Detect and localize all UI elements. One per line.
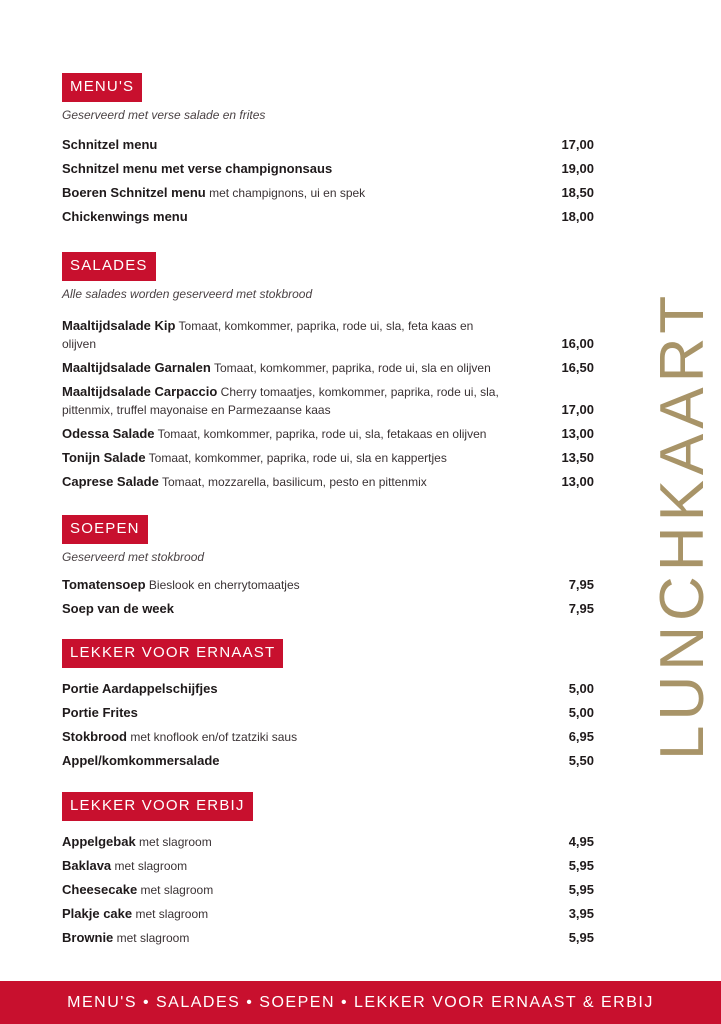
- menu-item: [62, 752, 594, 770]
- menu-item: [62, 160, 594, 178]
- menu-item: [62, 136, 594, 154]
- menu-item: [62, 857, 594, 875]
- menu-item: [62, 905, 594, 923]
- section-subtitle: Geserveerd met stokbrood: [62, 550, 205, 564]
- menu-item: [62, 600, 594, 618]
- menu-item: [62, 383, 594, 419]
- menu-item: [62, 359, 594, 377]
- menu-item: [62, 425, 594, 443]
- item-desc: Tomaat, komkommer, paprika, rode ui, sla en olijven: [210, 361, 491, 375]
- item-desc: Tomaat, komkommer, paprika, rode ui, sla, feta kaas en olijven: [62, 319, 474, 351]
- item-desc: Tomaat, komkommer, paprika, rode ui, sla en kappertjes: [145, 451, 447, 465]
- item-price: 13,00: [561, 426, 594, 441]
- item-name: Tonijn Salade: [62, 450, 146, 465]
- item-price: 17,00: [561, 137, 594, 152]
- item-desc: Tomaat, mozzarella, basilicum, pesto en pittenmix: [158, 475, 427, 489]
- item-desc: met slagroom: [135, 835, 212, 849]
- item-name: Soep van de week: [62, 601, 174, 616]
- item-name: Appelgebak: [62, 834, 136, 849]
- item-price: 4,95: [568, 834, 594, 849]
- item-desc: met slagroom: [137, 883, 214, 897]
- item-price: 5,95: [568, 858, 594, 873]
- item-price: 6,95: [568, 729, 594, 744]
- menu-item: [62, 473, 594, 491]
- section-menus: [62, 73, 594, 232]
- section-lekker-voor-ernaast: [62, 639, 594, 776]
- item-price: 13,50: [561, 450, 594, 465]
- item-desc: met slagroom: [113, 931, 190, 945]
- item-name: Chickenwings menu: [62, 209, 188, 224]
- item-price: 5,00: [568, 705, 594, 720]
- menu-item: [62, 317, 594, 353]
- section-heading: LEKKER VOOR ERBIJ: [62, 792, 253, 821]
- section-salades: [62, 252, 594, 497]
- section-heading: MENU'S: [62, 73, 142, 102]
- menu-item: [62, 184, 594, 202]
- item-name: Schnitzel menu: [62, 137, 158, 152]
- item-price: 7,95: [568, 577, 594, 592]
- footer-bar: MENU'S • SALADES • SOEPEN • LEKKER VOOR ERNAAST & ERBIJ: [0, 981, 721, 1024]
- menu-item: [62, 208, 594, 226]
- item-name: Schnitzel menu met verse champignonsaus: [62, 161, 333, 176]
- item-price: 5,95: [568, 930, 594, 945]
- item-name: Brownie: [62, 930, 114, 945]
- section-heading: LEKKER VOOR ERNAAST: [62, 639, 283, 668]
- item-price: 16,00: [561, 336, 594, 351]
- menu-item: [62, 833, 594, 851]
- item-desc: Tomaat, komkommer, paprika, rode ui, sla, fetakaas en olijven: [154, 427, 487, 441]
- vertical-title: LUNCHKAART: [648, 290, 717, 760]
- menu-item: [62, 576, 594, 594]
- item-name: Maaltijdsalade Garnalen: [62, 360, 211, 375]
- item-name: Boeren Schnitzel menu: [62, 185, 206, 200]
- item-name: Stokbrood: [62, 729, 127, 744]
- item-price: 5,95: [568, 882, 594, 897]
- item-price: 5,50: [568, 753, 594, 768]
- item-price: 17,00: [561, 402, 594, 417]
- menu-item: [62, 449, 594, 467]
- item-price: 7,95: [568, 601, 594, 616]
- section-heading: SALADES: [62, 252, 156, 281]
- item-name: Baklava: [62, 858, 112, 873]
- item-price: 18,00: [561, 209, 594, 224]
- menu-item: [62, 704, 594, 722]
- item-desc: Cherry tomaatjes, komkommer, paprika, rode ui, sla, pittenmix, truffel mayonaise en Parmezaanse kaas: [62, 385, 499, 417]
- section-heading: SOEPEN: [62, 515, 148, 544]
- item-desc: met champignons, ui en spek: [205, 186, 366, 200]
- item-price: 5,00: [568, 681, 594, 696]
- menu-item: [62, 728, 594, 746]
- menu-item: [62, 929, 594, 947]
- section-subtitle: Alle salades worden geserveerd met stokbrood: [62, 287, 313, 301]
- item-name: Cheesecake: [62, 882, 138, 897]
- item-name: Maaltijdsalade Kip: [62, 318, 176, 333]
- item-name: Odessa Salade: [62, 426, 155, 441]
- item-name: Portie Aardappelschijfjes: [62, 681, 218, 696]
- item-price: 16,50: [561, 360, 594, 375]
- item-price: 13,00: [561, 474, 594, 489]
- item-desc: Bieslook en cherrytomaatjes: [145, 578, 300, 592]
- menu-item: [62, 881, 594, 899]
- menu-item: [62, 680, 594, 698]
- item-price: 3,95: [568, 906, 594, 921]
- item-name: Tomatensoep: [62, 577, 146, 592]
- item-price: 18,50: [561, 185, 594, 200]
- item-name: Portie Frites: [62, 705, 138, 720]
- item-desc: met knoflook en/of tzatziki saus: [127, 730, 298, 744]
- item-desc: met slagroom: [111, 859, 188, 873]
- item-name: Maaltijdsalade Carpaccio: [62, 384, 218, 399]
- section-soepen: [62, 515, 594, 624]
- item-name: Appel/komkommersalade: [62, 753, 220, 768]
- item-desc: met slagroom: [132, 907, 209, 921]
- item-name: Plakje cake: [62, 906, 133, 921]
- item-price: 19,00: [561, 161, 594, 176]
- section-subtitle: Geserveerd met verse salade en frites: [62, 108, 266, 122]
- section-lekker-voor-erbij: [62, 792, 594, 953]
- item-name: Caprese Salade: [62, 474, 159, 489]
